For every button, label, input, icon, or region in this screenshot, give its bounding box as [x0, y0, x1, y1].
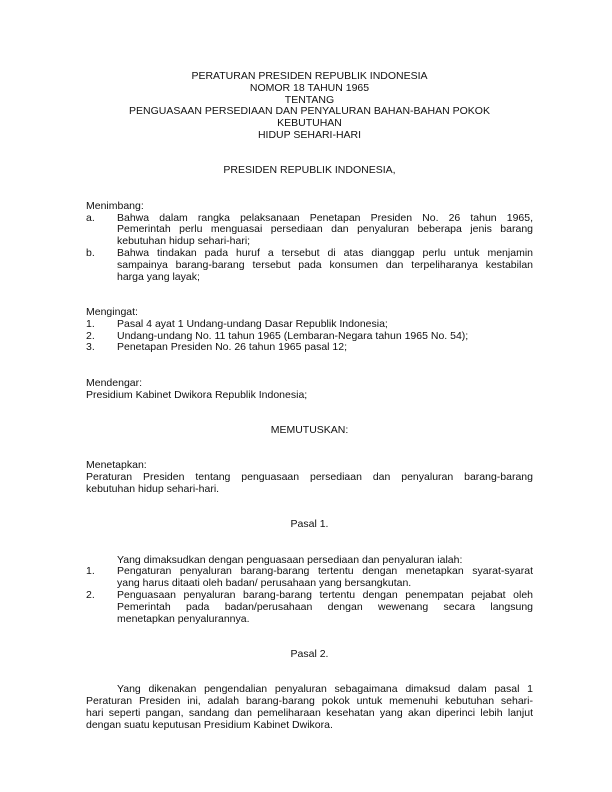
section-label: Mengingat:: [86, 305, 138, 318]
president-heading: PRESIDEN REPUBLIK INDONESIA,: [223, 164, 396, 177]
text-line: Peraturan Presiden tentang penguasaan persediaan dan penyaluran barang-barang: [86, 471, 533, 484]
title-line: TENTANG: [284, 93, 335, 106]
text-line: kebutuhan hidup sehari-hari;: [117, 235, 251, 248]
memutuskan-heading: MEMUTUSKAN:: [270, 423, 349, 436]
text-line: Bahwa tindakan pada huruf a tersebut di atas dianggap perlu untuk menjamin: [117, 246, 533, 259]
section-label: Menetapkan:: [86, 459, 147, 472]
list-item: [86, 342, 533, 354]
pasal-1-body: [86, 555, 533, 626]
section-mendengar: [86, 378, 533, 402]
section-menimbang: [86, 201, 533, 284]
text-line: menetapkan penyalurannya.: [117, 612, 250, 625]
section-label: Mendengar:: [86, 376, 143, 389]
text-line: yang harus ditaati oleh badan/ perusahaan yang bersangkutan.: [117, 577, 412, 590]
text-line: Penguasaan penyaluran barang-barang tertentu dengan penempatan pejabat oleh: [117, 589, 533, 602]
pasal-1-heading: Pasal 1.: [290, 518, 329, 531]
section-mengingat: [86, 307, 533, 354]
text-line: Presidium Kabinet Dwikora Republik Indonesia;: [86, 388, 308, 401]
text-line: Pasal 4 ayat 1 Undang-undang Dasar Republik Indonesia;: [117, 317, 388, 330]
list-marker: 1.: [86, 565, 95, 578]
list-item: [86, 319, 533, 331]
text-line: Bahwa dalam rangka pelaksanaan Penetapan Presiden No. 26 tahun 1965,: [117, 211, 533, 224]
list-marker: 3.: [86, 341, 95, 354]
text-line: Yang dikenakan pengendalian penyaluran sebagaimana dimaksud dalam pasal 1: [117, 683, 533, 696]
text-line: dengan suatu keputusan Presidium Kabinet Dwikora.: [86, 718, 333, 731]
list-marker: 1.: [86, 317, 95, 330]
title-line: PENGUASAAN PERSEDIAAN DAN PENYALURAN BAHAN-BAHAN POKOK: [129, 105, 490, 118]
text-line: Undang-undang No. 11 tahun 1965 (Lembaran-Negara tahun 1965 No. 54);: [117, 329, 469, 342]
document-page: [86, 71, 533, 732]
text-line: Penetapan Presiden No. 26 tahun 1965 pasal 12;: [117, 341, 348, 354]
list-marker: 2.: [86, 329, 95, 342]
title-line: HIDUP SEHARI-HARI: [257, 128, 362, 141]
text-line: Pengaturan penyaluran barang-barang tertentu dengan menetapkan syarat-syarat: [117, 565, 533, 578]
text-line: Pemerintah pada badan/perusahaan dengan wewenang secara langsung: [117, 600, 533, 613]
list-marker: 2.: [86, 589, 95, 602]
list-item: [86, 248, 533, 283]
list-marker: a.: [86, 211, 95, 224]
pasal-2-heading: Pasal 2.: [290, 648, 329, 661]
section-label: Menimbang:: [86, 199, 144, 212]
pasal-2-body: [86, 684, 533, 731]
text-line: kebutuhan hidup sehari-hari.: [86, 482, 220, 495]
list-item: [86, 213, 533, 248]
title-line: PERATURAN PRESIDEN REPUBLIK INDONESIA: [191, 70, 428, 82]
list-item: [86, 590, 533, 625]
text-line: Yang dimaksudkan dengan penguasaan persediaan dan penyaluran ialah:: [117, 553, 463, 566]
text-line: hari seperti pangan, sandang dan pemeliharaan kesehatan yang akan diperinci lebih lanjut: [86, 707, 533, 720]
text-line: sampainya barang-barang tersebut pada konsumen dan terpeliharanya kestabilan: [117, 258, 533, 271]
text-line: Pemerintah perlu menguasai persediaan dan penyaluran beberapa jenis barang: [117, 223, 533, 236]
text-line: Peraturan Presiden ini, adalah barang-barang pokok untuk memenuhi kebutuhan sehari-: [86, 695, 533, 708]
text-line: harga yang layak;: [117, 270, 200, 283]
title-line: NOMOR 18 TAHUN 1965: [249, 81, 370, 94]
document-title: [86, 71, 533, 142]
section-menetapkan: [86, 460, 533, 495]
list-item: [86, 566, 533, 590]
title-line: KEBUTUHAN: [277, 117, 342, 130]
list-marker: b.: [86, 246, 95, 259]
